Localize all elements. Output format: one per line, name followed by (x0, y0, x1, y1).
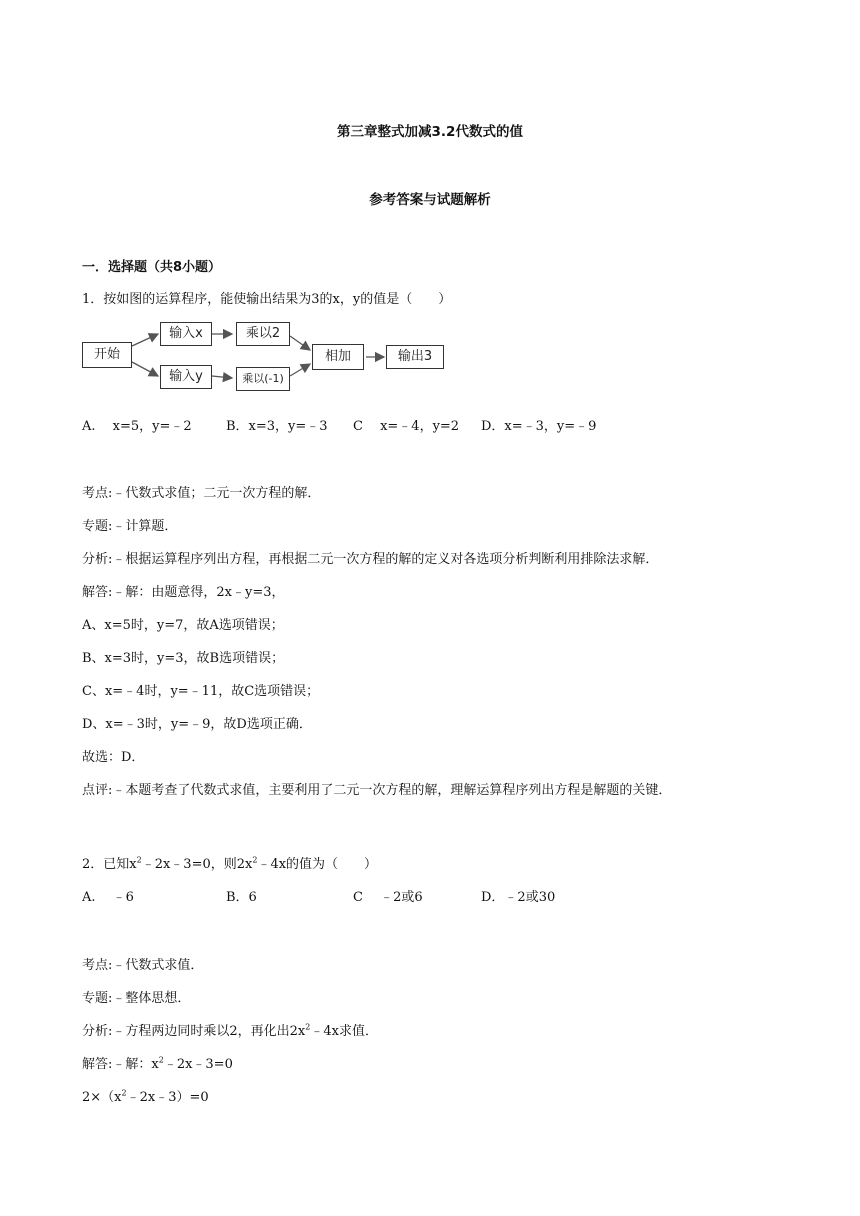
q2-stem-part: 2．已知x (82, 857, 137, 872)
arrow-start-to-input-y (132, 362, 158, 376)
q1-line-c: C、x=﹣4时，y=﹣11，故C选项错误； (82, 684, 320, 699)
question-2-option-b: B．6 (226, 890, 257, 905)
q1-dianping: 点评:﹣本题考查了代数式求值，主要利用了二元一次方程的解，理解运算程序列出方程是解题的关键． (82, 783, 672, 798)
section-heading: 一．选择题（共8小题） (82, 260, 222, 275)
question-2-option-d: D．﹣2或30 (481, 890, 556, 905)
question-2-option-a: A. ﹣6 (82, 890, 134, 905)
q2-stem-exponent: 2 (252, 855, 258, 865)
q2-step-part: ﹣2x﹣3）=0 (126, 1090, 209, 1105)
q2-step (82, 1090, 209, 1106)
question-1-option-a: A. x=5，y=﹣2 (82, 419, 192, 434)
q1-jieda: 解答:﹣解：由题意得，2x﹣y=3， (82, 585, 285, 600)
q2-stem-part: ﹣2x﹣3=0，则2x (141, 857, 253, 872)
flow-box-output: 输出3 (386, 345, 444, 369)
arrow-input-y-to-mul-neg1 (212, 376, 232, 378)
arrow-mul-2-to-add (290, 336, 310, 350)
question-1-option-b: B．x=3，y=﹣3 (226, 419, 328, 434)
q2-stem-exponent: 2 (136, 855, 142, 865)
q1-line-d: D、x=﹣3时，y=﹣9，故D选项正确． (82, 717, 312, 732)
q2-jieda-part: ﹣2x﹣3=0 (163, 1057, 233, 1072)
q2-zhuanti: 专题:﹣整体思想． (82, 991, 191, 1006)
q2-step-exponent: 2 (121, 1088, 127, 1098)
flow-box-start: 开始 (82, 342, 132, 368)
q2-jieda (82, 1057, 233, 1073)
flow-box-input-y: 输入y (160, 365, 212, 389)
q1-line-a: A、x=5时，y=7，故A选项错误； (82, 618, 284, 633)
question-2-option-c: C ﹣2或6 (353, 890, 423, 905)
question-1-option-d: D．x=﹣3，y=﹣9 (481, 419, 597, 434)
q1-kaodian: 考点:﹣代数式求值；二元一次方程的解． (82, 486, 321, 501)
q2-jieda-exponent: 2 (158, 1055, 164, 1065)
flow-diagram (82, 318, 448, 398)
question-1-stem: 1．按如图的运算程序，能使输出结果为3的x，y的值是（ ） (82, 292, 452, 307)
q2-fenxi-exponent: 2 (305, 1022, 311, 1032)
q2-kaodian: 考点:﹣代数式求值． (82, 958, 204, 973)
flow-box-input-x: 输入x (160, 322, 212, 346)
arrow-start-to-input-x (132, 334, 158, 346)
question-1-option-c: C x=﹣4，y=2 (353, 419, 460, 434)
flow-box-multiply-neg1: 乘以(-1) (236, 367, 290, 391)
q1-answer: 故选：D． (82, 750, 145, 765)
q2-fenxi-part: 分析:﹣方程两边同时乘以2，再化出2x (82, 1024, 306, 1039)
q1-zhuanti: 专题:﹣计算题． (82, 519, 178, 534)
question-2-stem (82, 857, 377, 873)
flow-box-multiply-2: 乘以2 (236, 322, 290, 346)
page-title: 第三章整式加减3.2代数式的值 (337, 124, 523, 140)
page-subtitle: 参考答案与试题解析 (369, 192, 491, 208)
arrow-mul-neg1-to-add (290, 364, 310, 376)
q1-fenxi: 分析:﹣根据运算程序列出方程，再根据二元一次方程的解的定义对各选项分析判断利用排除法求解． (82, 552, 659, 567)
q2-step-part: 2×（x (82, 1090, 122, 1105)
q2-fenxi-part: ﹣4x求值． (310, 1024, 378, 1039)
q2-jieda-part: 解答:﹣解：x (82, 1057, 159, 1072)
q2-stem-part: ﹣4x的值为（ ） (257, 857, 378, 872)
q1-line-b: B、x=3时，y=3，故B选项错误； (82, 651, 285, 666)
flow-box-add: 相加 (312, 344, 364, 370)
q2-fenxi (82, 1024, 378, 1040)
